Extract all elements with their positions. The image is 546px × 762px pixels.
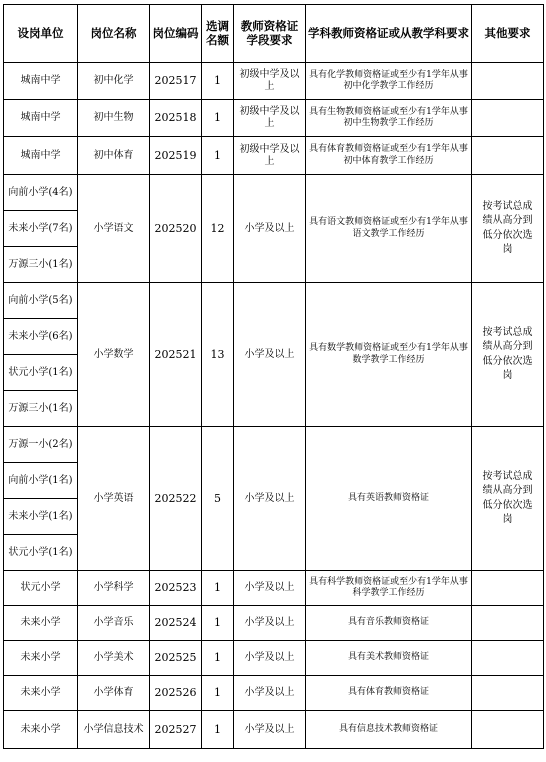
cell-unit: 未来小学(7名) — [4, 211, 78, 247]
cell-post-name: 小学英语 — [78, 427, 150, 571]
cell-qualification: 具有生物教师资格证或至少有1学年从事初中生物教学工作经历 — [306, 100, 472, 137]
cell-qualification: 具有音乐教师资格证 — [306, 606, 472, 641]
cell-unit: 城南中学 — [4, 100, 78, 137]
cell-quota: 1 — [202, 641, 234, 676]
cell-unit: 状元小学(1名) — [4, 355, 78, 391]
cell-post-code: 202527 — [150, 711, 202, 749]
cell-other: 按考试总成绩从高分到低分依次选岗 — [472, 175, 544, 283]
cell-unit: 万源三小(1名) — [4, 391, 78, 427]
table-row — [4, 283, 544, 319]
cell-unit: 未来小学 — [4, 606, 78, 641]
cell-unit: 向前小学(5名) — [4, 283, 78, 319]
cell-unit: 城南中学 — [4, 63, 78, 100]
cell-other — [472, 676, 544, 711]
cell-level: 初级中学及以上 — [234, 137, 306, 175]
cell-quota: 5 — [202, 427, 234, 571]
cell-level: 小学及以上 — [234, 283, 306, 427]
cell-post-code: 202519 — [150, 137, 202, 175]
cell-other — [472, 641, 544, 676]
cell-post-name: 初中体育 — [78, 137, 150, 175]
cell-qualification: 具有信息技术教师资格证 — [306, 711, 472, 749]
cell-unit: 向前小学(4名) — [4, 175, 78, 211]
cell-qualification: 具有美术教师资格证 — [306, 641, 472, 676]
cell-post-code: 202520 — [150, 175, 202, 283]
cell-post-name: 初中化学 — [78, 63, 150, 100]
cell-post-code: 202517 — [150, 63, 202, 100]
recruitment-table — [3, 4, 544, 749]
cell-post-name: 初中生物 — [78, 100, 150, 137]
cell-other: 按考试总成绩从高分到低分依次选岗 — [472, 283, 544, 427]
cell-post-name: 小学信息技术 — [78, 711, 150, 749]
table-row — [4, 711, 544, 749]
cell-post-name: 小学音乐 — [78, 606, 150, 641]
cell-level: 小学及以上 — [234, 571, 306, 606]
cell-quota: 12 — [202, 175, 234, 283]
cell-post-name: 小学数学 — [78, 283, 150, 427]
cell-quota: 1 — [202, 100, 234, 137]
cell-other — [472, 606, 544, 641]
cell-qualification: 具有体育教师资格证或至少有1学年从事初中体育教学工作经历 — [306, 137, 472, 175]
cell-level: 小学及以上 — [234, 175, 306, 283]
table-row — [4, 676, 544, 711]
header-unit: 设岗单位 — [4, 5, 78, 63]
cell-post-code: 202521 — [150, 283, 202, 427]
cell-other — [472, 63, 544, 100]
table-row — [4, 175, 544, 211]
cell-quota: 1 — [202, 137, 234, 175]
cell-post-code: 202526 — [150, 676, 202, 711]
cell-quota: 13 — [202, 283, 234, 427]
cell-unit: 万源一小(2名) — [4, 427, 78, 463]
cell-other — [472, 100, 544, 137]
table-body — [4, 63, 544, 749]
cell-post-name: 小学体育 — [78, 676, 150, 711]
cell-level: 小学及以上 — [234, 606, 306, 641]
cell-level: 初级中学及以上 — [234, 63, 306, 100]
cell-post-name: 小学美术 — [78, 641, 150, 676]
cell-quota: 1 — [202, 571, 234, 606]
header-post-code: 岗位编码 — [150, 5, 202, 63]
cell-unit: 状元小学 — [4, 571, 78, 606]
table-row — [4, 641, 544, 676]
cell-unit: 万源三小(1名) — [4, 247, 78, 283]
cell-unit: 未来小学 — [4, 676, 78, 711]
cell-post-code: 202518 — [150, 100, 202, 137]
header-post-name: 岗位名称 — [78, 5, 150, 63]
cell-qualification: 具有化学教师资格证或至少有1学年从事初中化学教学工作经历 — [306, 63, 472, 100]
cell-post-code: 202522 — [150, 427, 202, 571]
cell-other: 按考试总成绩从高分到低分依次选岗 — [472, 427, 544, 571]
cell-other — [472, 711, 544, 749]
cell-qualification: 具有英语教师资格证 — [306, 427, 472, 571]
cell-level: 小学及以上 — [234, 676, 306, 711]
cell-qualification: 具有科学教师资格证或至少有1学年从事科学教学工作经历 — [306, 571, 472, 606]
cell-qualification: 具有体育教师资格证 — [306, 676, 472, 711]
cell-post-name: 小学语文 — [78, 175, 150, 283]
header-other: 其他要求 — [472, 5, 544, 63]
cell-unit: 状元小学(1名) — [4, 535, 78, 571]
table-row — [4, 606, 544, 641]
table-row — [4, 571, 544, 606]
cell-qualification: 具有语文教师资格证或至少有1学年从事语文教学工作经历 — [306, 175, 472, 283]
cell-unit: 城南中学 — [4, 137, 78, 175]
cell-quota: 1 — [202, 676, 234, 711]
cell-other — [472, 571, 544, 606]
cell-post-name: 小学科学 — [78, 571, 150, 606]
cell-post-code: 202524 — [150, 606, 202, 641]
cell-other — [472, 137, 544, 175]
cell-level: 小学及以上 — [234, 711, 306, 749]
header-level: 教师资格证学段要求 — [234, 5, 306, 63]
cell-unit: 未来小学(6名) — [4, 319, 78, 355]
header-qualification: 学科教师资格证或从教学科要求 — [306, 5, 472, 63]
header-row — [4, 5, 544, 63]
cell-qualification: 具有数学教师资格证或至少有1学年从事数学教学工作经历 — [306, 283, 472, 427]
table-row — [4, 100, 544, 137]
cell-post-code: 202523 — [150, 571, 202, 606]
table-row — [4, 427, 544, 463]
cell-quota: 1 — [202, 63, 234, 100]
cell-unit: 向前小学(1名) — [4, 463, 78, 499]
cell-unit: 未来小学(1名) — [4, 499, 78, 535]
cell-level: 小学及以上 — [234, 427, 306, 571]
cell-quota: 1 — [202, 606, 234, 641]
cell-level: 小学及以上 — [234, 641, 306, 676]
cell-level: 初级中学及以上 — [234, 100, 306, 137]
cell-quota: 1 — [202, 711, 234, 749]
table-row — [4, 63, 544, 100]
table-row — [4, 137, 544, 175]
cell-unit: 未来小学 — [4, 641, 78, 676]
cell-unit: 未来小学 — [4, 711, 78, 749]
header-quota: 选调名额 — [202, 5, 234, 63]
cell-post-code: 202525 — [150, 641, 202, 676]
